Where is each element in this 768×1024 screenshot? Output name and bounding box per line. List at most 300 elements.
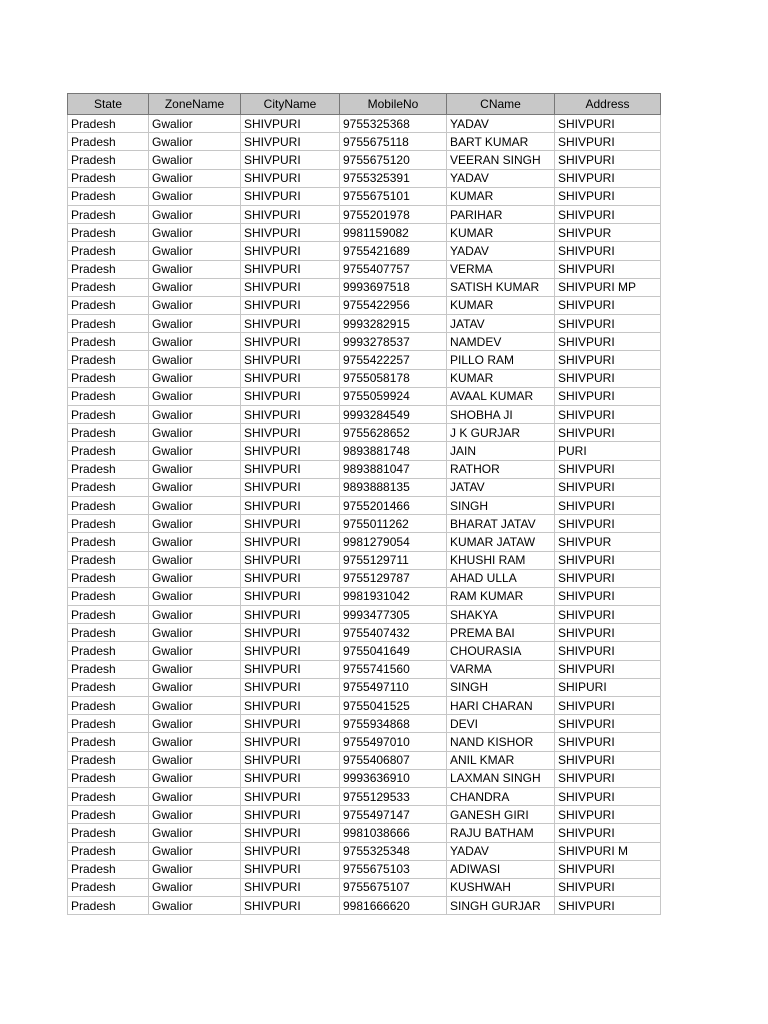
header-row — [68, 94, 661, 115]
cell-cityname: SHIVPURI — [241, 151, 340, 169]
cell-address: SHIVPURI — [555, 787, 661, 805]
table-row — [68, 187, 661, 205]
column-header-zonename: ZoneName — [149, 94, 241, 115]
cell-zonename: Gwalior — [149, 351, 241, 369]
cell-cityname: SHIVPURI — [241, 260, 340, 278]
column-header-mobileno: MobileNo — [340, 94, 447, 115]
table-row — [68, 515, 661, 533]
cell-cityname: SHIVPURI — [241, 897, 340, 915]
cell-state: Pradesh — [68, 278, 149, 296]
cell-mobileno: 9755041649 — [340, 642, 447, 660]
cell-address: SHIVPURI — [555, 569, 661, 587]
cell-mobileno: 9981159082 — [340, 224, 447, 242]
cell-cname: NAND KISHOR — [447, 733, 555, 751]
cell-zonename: Gwalior — [149, 260, 241, 278]
cell-state: Pradesh — [68, 569, 149, 587]
cell-zonename: Gwalior — [149, 296, 241, 314]
cell-cityname: SHIVPURI — [241, 424, 340, 442]
cell-state: Pradesh — [68, 842, 149, 860]
cell-state: Pradesh — [68, 187, 149, 205]
cell-cityname: SHIVPURI — [241, 133, 340, 151]
cell-mobileno: 9755675103 — [340, 860, 447, 878]
cell-mobileno: 9755325368 — [340, 115, 447, 133]
cell-mobileno: 9755325348 — [340, 842, 447, 860]
cell-zonename: Gwalior — [149, 569, 241, 587]
cell-address: SHIVPURI — [555, 151, 661, 169]
table-row — [68, 496, 661, 514]
cell-cityname: SHIVPURI — [241, 606, 340, 624]
cell-address: SHIVPURI — [555, 333, 661, 351]
table-row — [68, 860, 661, 878]
cell-address: SHIVPURI — [555, 315, 661, 333]
table-row — [68, 824, 661, 842]
cell-cname: DEVI — [447, 715, 555, 733]
cell-cityname: SHIVPURI — [241, 769, 340, 787]
cell-zonename: Gwalior — [149, 878, 241, 896]
cell-cname: KUMAR — [447, 224, 555, 242]
data-table — [67, 93, 661, 915]
cell-cname: YADAV — [447, 242, 555, 260]
cell-address: SHIVPURI — [555, 897, 661, 915]
cell-cityname: SHIVPURI — [241, 624, 340, 642]
cell-cname: KUMAR — [447, 369, 555, 387]
cell-cityname: SHIVPURI — [241, 842, 340, 860]
cell-zonename: Gwalior — [149, 224, 241, 242]
cell-mobileno: 9981279054 — [340, 533, 447, 551]
cell-cname: JAIN — [447, 442, 555, 460]
cell-cityname: SHIVPURI — [241, 587, 340, 605]
cell-zonename: Gwalior — [149, 715, 241, 733]
table-row — [68, 751, 661, 769]
cell-cityname: SHIVPURI — [241, 824, 340, 842]
cell-mobileno: 9755675118 — [340, 133, 447, 151]
cell-cname: SINGH — [447, 678, 555, 696]
table-row — [68, 242, 661, 260]
cell-state: Pradesh — [68, 715, 149, 733]
cell-mobileno: 9755628652 — [340, 424, 447, 442]
cell-cname: KUSHWAH — [447, 878, 555, 896]
cell-address: SHIVPURI — [555, 878, 661, 896]
cell-cityname: SHIVPURI — [241, 115, 340, 133]
cell-mobileno: 9893888135 — [340, 478, 447, 496]
cell-address: SHIVPURI — [555, 624, 661, 642]
cell-address: SHIVPURI — [555, 860, 661, 878]
cell-state: Pradesh — [68, 624, 149, 642]
cell-cityname: SHIVPURI — [241, 315, 340, 333]
cell-cityname: SHIVPURI — [241, 515, 340, 533]
cell-zonename: Gwalior — [149, 187, 241, 205]
cell-cityname: SHIVPURI — [241, 733, 340, 751]
cell-cname: YADAV — [447, 169, 555, 187]
cell-cityname: SHIVPURI — [241, 169, 340, 187]
table-row — [68, 315, 661, 333]
cell-cname: KUMAR — [447, 296, 555, 314]
cell-zonename: Gwalior — [149, 751, 241, 769]
table-row — [68, 624, 661, 642]
table-body — [68, 115, 661, 915]
cell-zonename: Gwalior — [149, 133, 241, 151]
cell-zonename: Gwalior — [149, 442, 241, 460]
cell-cityname: SHIVPURI — [241, 224, 340, 242]
cell-state: Pradesh — [68, 806, 149, 824]
table-row — [68, 224, 661, 242]
cell-zonename: Gwalior — [149, 697, 241, 715]
cell-address: SHIVPURI — [555, 806, 661, 824]
cell-zonename: Gwalior — [149, 587, 241, 605]
table-row — [68, 769, 661, 787]
cell-mobileno: 9993697518 — [340, 278, 447, 296]
cell-cname: VERMA — [447, 260, 555, 278]
cell-address: SHIVPURI — [555, 296, 661, 314]
cell-state: Pradesh — [68, 133, 149, 151]
cell-zonename: Gwalior — [149, 642, 241, 660]
cell-address: SHIVPURI — [555, 133, 661, 151]
cell-cname: HARI CHARAN — [447, 697, 555, 715]
cell-cname: VARMA — [447, 660, 555, 678]
cell-zonename: Gwalior — [149, 860, 241, 878]
cell-state: Pradesh — [68, 387, 149, 405]
cell-zonename: Gwalior — [149, 897, 241, 915]
cell-mobileno: 9893881748 — [340, 442, 447, 460]
cell-state: Pradesh — [68, 151, 149, 169]
table-row — [68, 806, 661, 824]
cell-address: SHIVPURI — [555, 351, 661, 369]
cell-state: Pradesh — [68, 787, 149, 805]
cell-cityname: SHIVPURI — [241, 333, 340, 351]
cell-cityname: SHIVPURI — [241, 369, 340, 387]
cell-cname: KHUSHI RAM — [447, 551, 555, 569]
cell-cityname: SHIVPURI — [241, 660, 340, 678]
cell-zonename: Gwalior — [149, 205, 241, 223]
cell-zonename: Gwalior — [149, 242, 241, 260]
cell-zonename: Gwalior — [149, 278, 241, 296]
cell-mobileno: 9755675101 — [340, 187, 447, 205]
table-row — [68, 897, 661, 915]
cell-mobileno: 9755422956 — [340, 296, 447, 314]
cell-state: Pradesh — [68, 115, 149, 133]
cell-mobileno: 9755675120 — [340, 151, 447, 169]
cell-state: Pradesh — [68, 860, 149, 878]
table-row — [68, 660, 661, 678]
cell-zonename: Gwalior — [149, 169, 241, 187]
cell-state: Pradesh — [68, 533, 149, 551]
cell-cname: ANIL KMAR — [447, 751, 555, 769]
cell-cname: BART KUMAR — [447, 133, 555, 151]
cell-address: SHIVPURI — [555, 715, 661, 733]
cell-mobileno: 9755675107 — [340, 878, 447, 896]
cell-cname: RAM KUMAR — [447, 587, 555, 605]
cell-cname: CHANDRA — [447, 787, 555, 805]
cell-mobileno: 9755058178 — [340, 369, 447, 387]
cell-cname: YADAV — [447, 842, 555, 860]
cell-zonename: Gwalior — [149, 787, 241, 805]
cell-cityname: SHIVPURI — [241, 205, 340, 223]
table-row — [68, 278, 661, 296]
cell-state: Pradesh — [68, 315, 149, 333]
cell-cityname: SHIVPURI — [241, 406, 340, 424]
cell-cityname: SHIVPURI — [241, 187, 340, 205]
cell-address: SHIVPURI — [555, 260, 661, 278]
cell-state: Pradesh — [68, 242, 149, 260]
cell-zonename: Gwalior — [149, 533, 241, 551]
table-row — [68, 296, 661, 314]
cell-state: Pradesh — [68, 824, 149, 842]
cell-cname: SHOBHA JI — [447, 406, 555, 424]
cell-zonename: Gwalior — [149, 369, 241, 387]
cell-zonename: Gwalior — [149, 624, 241, 642]
cell-state: Pradesh — [68, 751, 149, 769]
cell-state: Pradesh — [68, 733, 149, 751]
table-row — [68, 205, 661, 223]
cell-mobileno: 9755497147 — [340, 806, 447, 824]
cell-zonename: Gwalior — [149, 387, 241, 405]
cell-mobileno: 9755407757 — [340, 260, 447, 278]
cell-mobileno: 9993278537 — [340, 333, 447, 351]
cell-cityname: SHIVPURI — [241, 496, 340, 514]
cell-state: Pradesh — [68, 406, 149, 424]
cell-state: Pradesh — [68, 642, 149, 660]
cell-state: Pradesh — [68, 551, 149, 569]
cell-cityname: SHIVPURI — [241, 442, 340, 460]
cell-cityname: SHIVPURI — [241, 460, 340, 478]
cell-state: Pradesh — [68, 205, 149, 223]
cell-cname: SHAKYA — [447, 606, 555, 624]
cell-cityname: SHIVPURI — [241, 860, 340, 878]
cell-address: SHIVPURI — [555, 187, 661, 205]
cell-address: SHIVPURI — [555, 387, 661, 405]
cell-address: SHIVPURI — [555, 551, 661, 569]
table-row — [68, 387, 661, 405]
table-row — [68, 369, 661, 387]
cell-mobileno: 9755201466 — [340, 496, 447, 514]
table-row — [68, 733, 661, 751]
cell-cname: SINGH — [447, 496, 555, 514]
cell-state: Pradesh — [68, 587, 149, 605]
cell-zonename: Gwalior — [149, 606, 241, 624]
cell-cityname: SHIVPURI — [241, 278, 340, 296]
cell-cname: SATISH KUMAR — [447, 278, 555, 296]
cell-state: Pradesh — [68, 897, 149, 915]
cell-address: SHIVPURI — [555, 697, 661, 715]
table-row — [68, 151, 661, 169]
cell-state: Pradesh — [68, 260, 149, 278]
cell-mobileno: 9981038666 — [340, 824, 447, 842]
cell-state: Pradesh — [68, 442, 149, 460]
cell-cname: BHARAT JATAV — [447, 515, 555, 533]
cell-cname: KUMAR — [447, 187, 555, 205]
cell-cname: NAMDEV — [447, 333, 555, 351]
table-row — [68, 333, 661, 351]
cell-address: SHIVPURI — [555, 824, 661, 842]
cell-address: SHIVPURI — [555, 642, 661, 660]
table-row — [68, 406, 661, 424]
cell-cname: PARIHAR — [447, 205, 555, 223]
cell-address: SHIVPURI — [555, 587, 661, 605]
cell-cname: PILLO RAM — [447, 351, 555, 369]
cell-address: SHIVPURI — [555, 515, 661, 533]
cell-mobileno: 9755201978 — [340, 205, 447, 223]
table-row — [68, 642, 661, 660]
cell-cname: J K GURJAR — [447, 424, 555, 442]
cell-mobileno: 9755934868 — [340, 715, 447, 733]
cell-mobileno: 9755129711 — [340, 551, 447, 569]
cell-address: SHIVPURI — [555, 478, 661, 496]
cell-address: SHIVPURI M — [555, 842, 661, 860]
cell-address: SHIVPURI — [555, 751, 661, 769]
cell-zonename: Gwalior — [149, 824, 241, 842]
cell-state: Pradesh — [68, 478, 149, 496]
cell-mobileno: 9993636910 — [340, 769, 447, 787]
cell-cname: GANESH GIRI — [447, 806, 555, 824]
cell-mobileno: 9755406807 — [340, 751, 447, 769]
cell-cityname: SHIVPURI — [241, 242, 340, 260]
column-header-cname: CName — [447, 94, 555, 115]
cell-address: SHIVPURI MP — [555, 278, 661, 296]
cell-address: SHIVPURI — [555, 460, 661, 478]
cell-mobileno: 9755497010 — [340, 733, 447, 751]
cell-state: Pradesh — [68, 515, 149, 533]
cell-address: SHIVPURI — [555, 424, 661, 442]
table-row — [68, 587, 661, 605]
cell-state: Pradesh — [68, 606, 149, 624]
table-row — [68, 551, 661, 569]
table-row — [68, 169, 661, 187]
cell-state: Pradesh — [68, 460, 149, 478]
cell-cname: LAXMAN SINGH — [447, 769, 555, 787]
cell-mobileno: 9755497110 — [340, 678, 447, 696]
cell-address: SHIVPUR — [555, 224, 661, 242]
cell-cityname: SHIVPURI — [241, 351, 340, 369]
cell-mobileno: 9981666620 — [340, 897, 447, 915]
cell-mobileno: 9755041525 — [340, 697, 447, 715]
table-row — [68, 115, 661, 133]
cell-mobileno: 9893881047 — [340, 460, 447, 478]
cell-mobileno: 9993477305 — [340, 606, 447, 624]
cell-cityname: SHIVPURI — [241, 751, 340, 769]
cell-address: SHIVPURI — [555, 606, 661, 624]
cell-state: Pradesh — [68, 660, 149, 678]
table-row — [68, 678, 661, 696]
cell-cname: RATHOR — [447, 460, 555, 478]
cell-zonename: Gwalior — [149, 496, 241, 514]
cell-state: Pradesh — [68, 224, 149, 242]
cell-state: Pradesh — [68, 678, 149, 696]
cell-cname: VEERAN SINGH — [447, 151, 555, 169]
table-row — [68, 533, 661, 551]
cell-zonename: Gwalior — [149, 315, 241, 333]
cell-state: Pradesh — [68, 169, 149, 187]
cell-state: Pradesh — [68, 697, 149, 715]
table-row — [68, 260, 661, 278]
cell-mobileno: 9755421689 — [340, 242, 447, 260]
cell-cityname: SHIVPURI — [241, 715, 340, 733]
cell-state: Pradesh — [68, 769, 149, 787]
cell-zonename: Gwalior — [149, 515, 241, 533]
cell-cname: PREMA BAI — [447, 624, 555, 642]
cell-zonename: Gwalior — [149, 424, 241, 442]
cell-zonename: Gwalior — [149, 842, 241, 860]
cell-mobileno: 9755129533 — [340, 787, 447, 805]
cell-zonename: Gwalior — [149, 151, 241, 169]
table-row — [68, 697, 661, 715]
cell-cityname: SHIVPURI — [241, 296, 340, 314]
cell-zonename: Gwalior — [149, 551, 241, 569]
cell-cityname: SHIVPURI — [241, 678, 340, 696]
cell-address: SHIVPURI — [555, 496, 661, 514]
cell-address: SHIVPURI — [555, 205, 661, 223]
cell-zonename: Gwalior — [149, 115, 241, 133]
cell-cname: YADAV — [447, 115, 555, 133]
cell-mobileno: 9755011262 — [340, 515, 447, 533]
table-row — [68, 133, 661, 151]
table-row — [68, 878, 661, 896]
column-header-address: Address — [555, 94, 661, 115]
table-row — [68, 715, 661, 733]
table-row — [68, 606, 661, 624]
cell-cityname: SHIVPURI — [241, 642, 340, 660]
cell-mobileno: 9993282915 — [340, 315, 447, 333]
cell-cityname: SHIVPURI — [241, 387, 340, 405]
table-row — [68, 787, 661, 805]
cell-cityname: SHIVPURI — [241, 569, 340, 587]
cell-mobileno: 9755325391 — [340, 169, 447, 187]
cell-state: Pradesh — [68, 351, 149, 369]
cell-address: SHIVPURI — [555, 369, 661, 387]
cell-mobileno: 9755741560 — [340, 660, 447, 678]
cell-cname: RAJU BATHAM — [447, 824, 555, 842]
cell-address: SHIPURI — [555, 678, 661, 696]
cell-zonename: Gwalior — [149, 769, 241, 787]
cell-cityname: SHIVPURI — [241, 697, 340, 715]
cell-mobileno: 9755407432 — [340, 624, 447, 642]
cell-zonename: Gwalior — [149, 733, 241, 751]
cell-zonename: Gwalior — [149, 678, 241, 696]
table-row — [68, 478, 661, 496]
cell-cityname: SHIVPURI — [241, 878, 340, 896]
cell-cname: JATAV — [447, 315, 555, 333]
cell-state: Pradesh — [68, 496, 149, 514]
cell-state: Pradesh — [68, 878, 149, 896]
cell-mobileno: 9755129787 — [340, 569, 447, 587]
cell-cityname: SHIVPURI — [241, 533, 340, 551]
cell-address: SHIVPURI — [555, 769, 661, 787]
cell-address: SHIVPURI — [555, 406, 661, 424]
table-row — [68, 351, 661, 369]
cell-mobileno: 9993284549 — [340, 406, 447, 424]
cell-cname: AHAD ULLA — [447, 569, 555, 587]
cell-address: SHIVPURI — [555, 115, 661, 133]
cell-cityname: SHIVPURI — [241, 478, 340, 496]
cell-zonename: Gwalior — [149, 478, 241, 496]
cell-cname: CHOURASIA — [447, 642, 555, 660]
table-row — [68, 842, 661, 860]
cell-address: SHIVPUR — [555, 533, 661, 551]
cell-address: SHIVPURI — [555, 660, 661, 678]
cell-cityname: SHIVPURI — [241, 551, 340, 569]
cell-mobileno: 9981931042 — [340, 587, 447, 605]
cell-zonename: Gwalior — [149, 406, 241, 424]
table-row — [68, 424, 661, 442]
table-row — [68, 460, 661, 478]
cell-cname: AVAAL KUMAR — [447, 387, 555, 405]
cell-address: SHIVPURI — [555, 733, 661, 751]
cell-cname: ADIWASI — [447, 860, 555, 878]
cell-zonename: Gwalior — [149, 806, 241, 824]
cell-mobileno: 9755422257 — [340, 351, 447, 369]
column-header-state: State — [68, 94, 149, 115]
cell-address: SHIVPURI — [555, 169, 661, 187]
cell-zonename: Gwalior — [149, 460, 241, 478]
